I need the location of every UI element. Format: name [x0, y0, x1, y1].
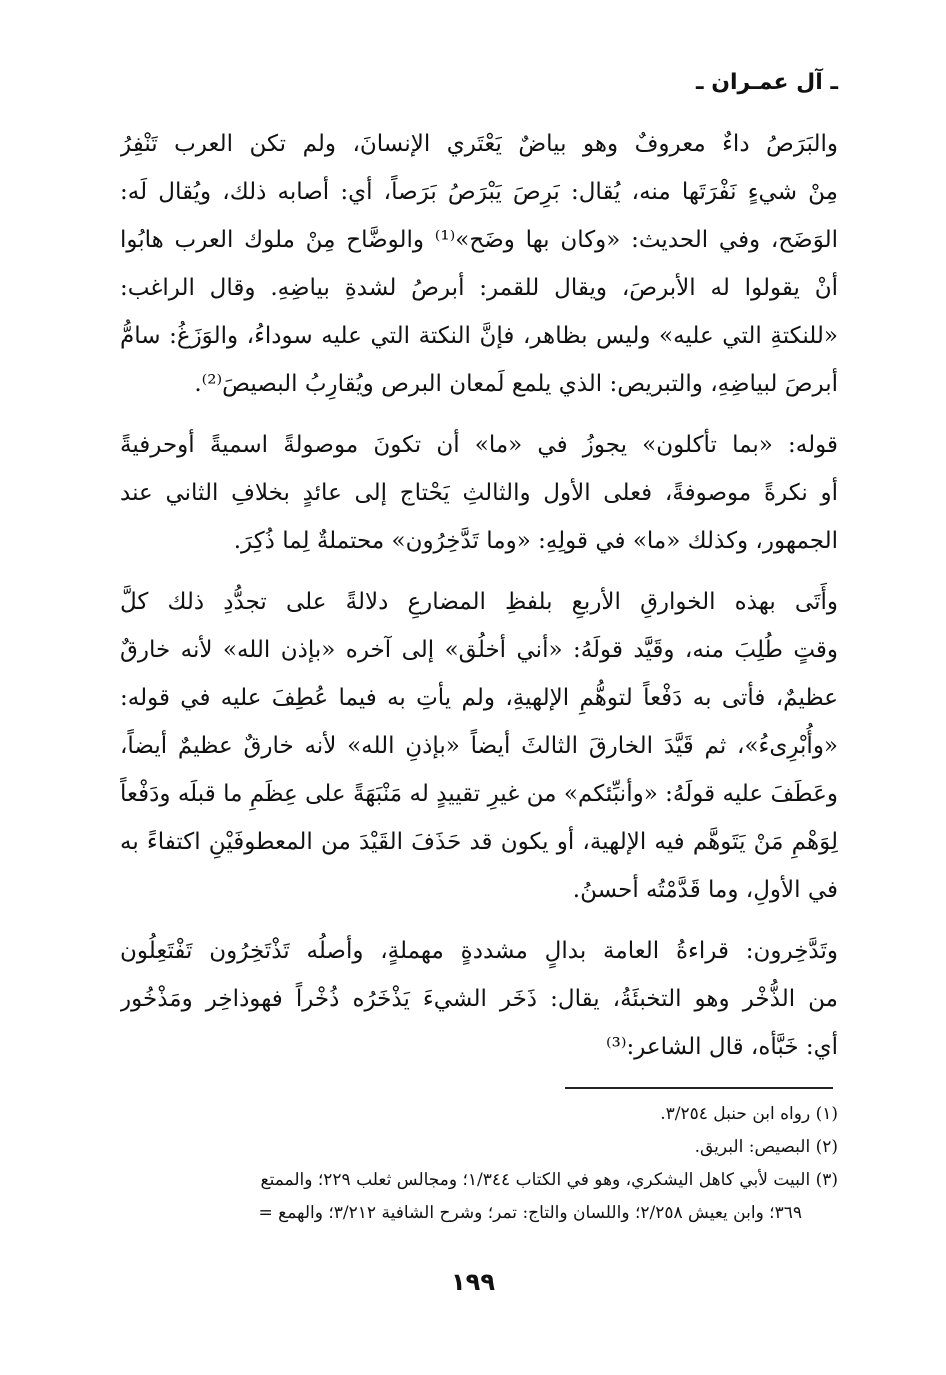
- paragraph-2: [120, 421, 838, 565]
- text-line: وعَطَفَ عليه قولَهُ: «وأنبِّئكم» من غيرِ تقييدٍ له مَنْبَهَةً على عِظَمِ ما قبلَه ودَفْعاً: [120, 781, 838, 807]
- text-line: وتَدَّخِرون: قراءةُ العامة بدالٍ مشددةٍ مهملةٍ، وأصلُه تَذْتَخِرُون تَفْتَعِلُون: [120, 938, 838, 964]
- text-line: من الذُّخْر وهو التخبئَةُ، يقال: ذَخَر الشيءَ يَذْخَرُه ذُخْراً فهوذاخِر ومَذْخُور: [120, 986, 838, 1012]
- main-text: [120, 120, 838, 1084]
- text-line: الوَضَح، وفي الحديث: «وكان بها وضَح»⁽¹⁾ والوضَّاح مِنْ ملوك العرب هابُوا: [120, 227, 838, 253]
- text-line: وقتٍ طُلِبَ منه، وقَيَّد قولَهُ: «أني أخلُق» إلى آخره «بإذن الله» لأنه خارقٌ: [120, 637, 838, 663]
- text-line: والبَرَصُ داءٌ معروفٌ وهو بياضٌ يَعْتَري الإنسانَ، ولم تكن العرب تَنْفِرُ: [120, 131, 838, 157]
- text-line: أي: خَبَّأه، قال الشاعر:⁽³⁾: [605, 1034, 838, 1060]
- text-line: في الأولِ، وما قَدَّمْتُه أحسنُ.: [572, 877, 838, 903]
- text-line: أنْ يقولوا له الأبرصَ، ويقال للقمر: أبرصُ لشدةِ بياضِهِ. وقال الراغب:: [120, 275, 838, 301]
- text-line: أو نكرةً موصوفةً، فعلى الأول والثالثِ يَحْتاج إلى عائدٍ بخلافِ الثاني عند: [120, 480, 838, 506]
- paragraph-4: [120, 927, 838, 1071]
- running-header: ـ آل عمـران ـ: [696, 70, 838, 95]
- text-line: «وأُبْرِىءُ»، ثم قَيَّدَ الخارقَ الثالثَ أيضاً «بإذنِ الله» لأنه خارقٌ عظيمٌ أيضاً،: [120, 733, 838, 759]
- page-number: ١٩٩: [451, 1268, 495, 1296]
- paragraph-1: [120, 120, 838, 408]
- footnote-3-continued: ٣٦٩؛ وابن يعيش ٢/٢٥٨؛ واللسان والتاج: تمر؛ وشرح الشافية ٣/٢١٢؛ والهمع =: [258, 1203, 802, 1223]
- text-line: قوله: «بما تأكلون» يجوزُ في «ما» أن تكونَ موصولةً اسميةً أوحرفيةً: [120, 432, 838, 458]
- paragraph-3: [120, 578, 838, 914]
- text-line: «للنكتةِ التي عليه» وليس بظاهر، فإنَّ النكتة التي عليه سوداءُ، والوَزَغُ: سامُّ: [120, 323, 838, 349]
- footnote-3: (٣) البيت لأبي كاهل اليشكري، وهو في الكتاب ١/٣٤٤؛ ومجالس ثعلب ٢٢٩؛ والممتع: [260, 1170, 838, 1190]
- footnote-divider: [565, 1087, 833, 1089]
- footnote-1: (١) رواه ابن حنبل ٣/٢٥٤.: [660, 1104, 838, 1124]
- text-line: أبرصَ لبياضِهِ، والتبريص: الذي يلمع لَمعان البرص ويُقارِبُ البصيصَ⁽²⁾.: [194, 371, 838, 397]
- footnotes: [120, 1098, 838, 1230]
- text-line: مِنْ شيءٍ نَفْرَتَها منه، يُقال: بَرِصَ يَبْرَصُ بَرَصاً، أي: أصابه ذلك، ويُقال لَه:: [120, 179, 838, 205]
- footnote-2: (٢) البصيص: البريق.: [694, 1137, 838, 1157]
- text-line: وأَتَى بهذه الخوارقِ الأربعِ بلفظِ المضارعِ دلالةً على تجدُّدِ ذلك كلَّ: [120, 589, 838, 615]
- text-line: لِوَهْمِ مَنْ يَتَوهَّم فيه الإلهية، أو يكون قد حَذَفَ القَيْدَ من المعطوفَيْنِ اكتفاءً به: [120, 829, 838, 855]
- text-line: عظيمٌ، فأتى به دَفْعاً لتوهُّمِ الإلهيةِ، ولم يأتِ به فيما عُطِفَ عليه في قوله:: [120, 685, 838, 711]
- text-line: الجمهور، وكذلك «ما» في قولِهِ: «وما تَدَّخِرُون» محتملةٌ لِما ذُكِرَ.: [233, 528, 838, 554]
